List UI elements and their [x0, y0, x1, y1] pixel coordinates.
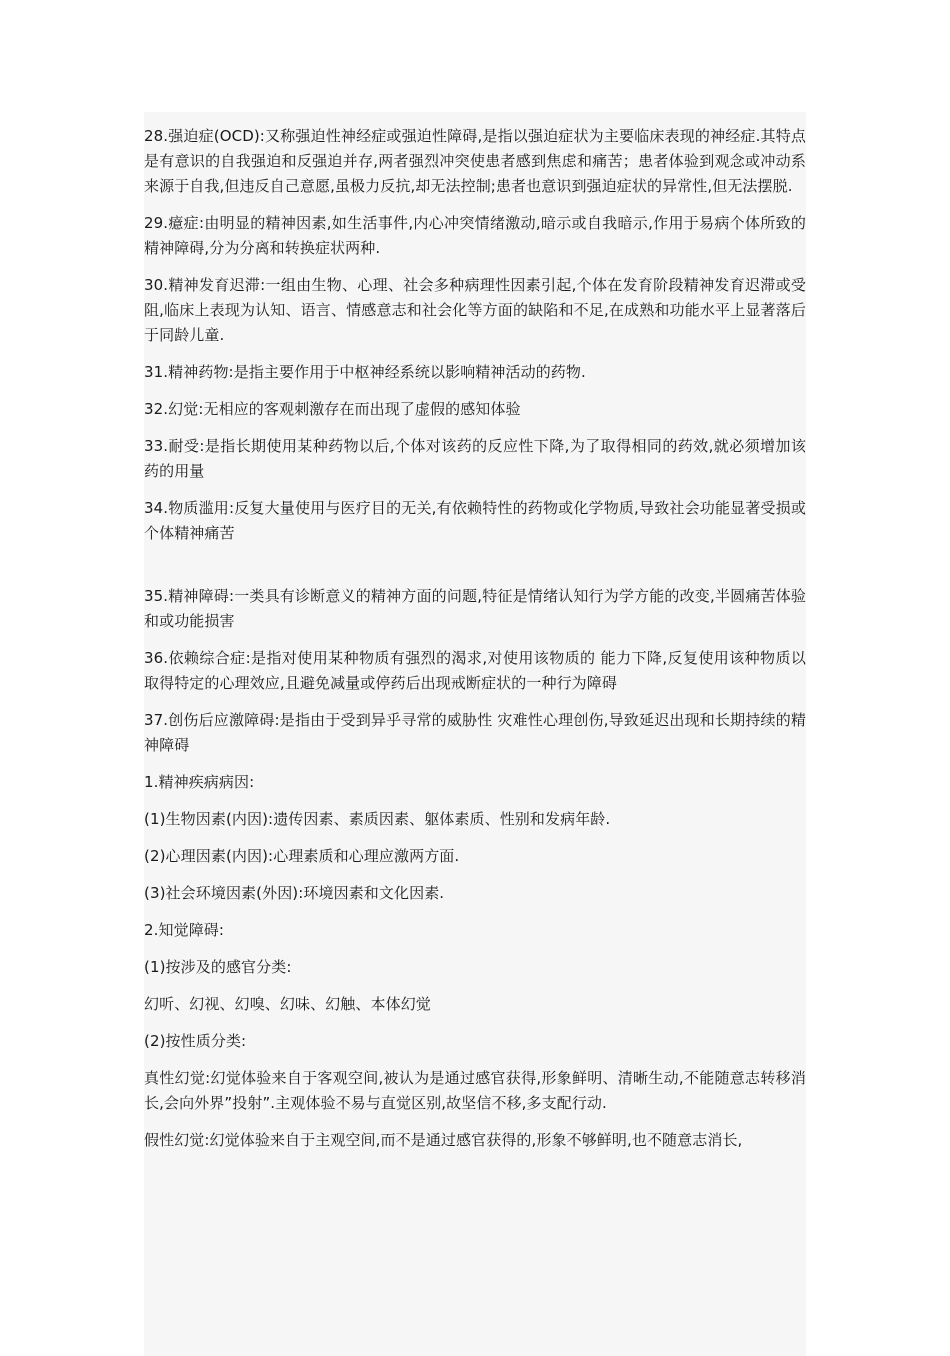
paragraph-31: 31.精神药物:是指主要作用于中枢神经系统以影响精神活动的药物. — [144, 363, 586, 381]
paragraph-30: 30.精神发育迟滞:一组由生物、心理、社会多种病理性因素引起,个体在发育阶段精神发育迟滞或受阻,临床上表现为认知、语言、情感意志和社会化等方面的缺陷和不足,在成熟和功能水平上显著落后于同龄儿童. — [144, 276, 806, 344]
blank-line — [144, 558, 806, 584]
document-body — [144, 112, 806, 1356]
cause-psychological: (2)心理因素(内因):心理素质和心理应激两方面. — [144, 847, 460, 865]
paragraph-36: 36.依赖综合症:是指对使用某种物质有强烈的渴求,对使用该物质的 能力下降,反复使用该种物质以取得特定的心理效应,且避免减量或停药后出现戒断症状的一种行为障碍 — [144, 649, 806, 692]
paragraph-28: 28.强迫症(OCD):又称强迫性神经症或强迫性障碍,是指以强迫症状为主要临床表现的神经症.其特点是有意识的自我强迫和反强迫并存,两者强烈冲突使患者感到焦虑和痛苦；患者体验到观念或冲动系来源于自我,但违反自己意愿,虽极力反抗,却无法控制;患者也意识到强迫症状的异常性,但无法摆脱. — [144, 127, 806, 195]
paragraph-29: 29.癔症:由明显的精神因素,如生活事件,内心冲突情绪激动,暗示或自我暗示,作用于易病个体所致的精神障碍,分为分离和转换症状两种. — [144, 214, 806, 257]
pseudo-hallucination: 假性幻觉:幻觉体验来自于主观空间,而不是通过感官获得的,形象不够鲜明,也不随意志消长, — [144, 1131, 743, 1149]
cause-social: (3)社会环境因素(外因):环境因素和文化因素. — [144, 884, 445, 902]
section-heading-perception: 2.知觉障碍: — [144, 921, 225, 939]
perception-by-sense: (1)按涉及的感官分类: — [144, 958, 292, 976]
perception-by-nature: (2)按性质分类: — [144, 1032, 247, 1050]
paragraph-37: 37.创伤后应激障碍:是指由于受到异乎寻常的威胁性 灾难性心理创伤,导致延迟出现和长期持续的精神障碍 — [144, 711, 806, 754]
hallucination-types: 幻听、幻视、幻嗅、幻味、幻触、本体幻觉 — [144, 995, 431, 1013]
paragraph-32: 32.幻觉:无相应的客观刺激存在而出现了虚假的感知体验 — [144, 400, 521, 418]
cause-biological: (1)生物因素(内因):遗传因素、素质因素、躯体素质、性别和发病年龄. — [144, 810, 611, 828]
true-hallucination: 真性幻觉:幻觉体验来自于客观空间,被认为是通过感官获得,形象鲜明、清晰生动,不能随意志转移消长,会向外界”投射”.主观体验不易与直觉区别,故坚信不移,多支配行动. — [144, 1069, 806, 1112]
paragraph-33: 33.耐受:是指长期使用某种药物以后,个体对该药的反应性下降,为了取得相同的药效,就必须增加该药的用量 — [144, 437, 806, 480]
section-heading-causes: 1.精神疾病病因: — [144, 773, 255, 791]
paragraph-34: 34.物质滥用:反复大量使用与医疗目的无关,有依赖特性的药物或化学物质,导致社会功能显著受损或个体精神痛苦 — [144, 499, 806, 542]
paragraph-35: 35.精神障碍:一类具有诊断意义的精神方面的问题,特征是情绪认知行为学方能的改变,半圆痛苦体验和或功能损害 — [144, 587, 806, 630]
